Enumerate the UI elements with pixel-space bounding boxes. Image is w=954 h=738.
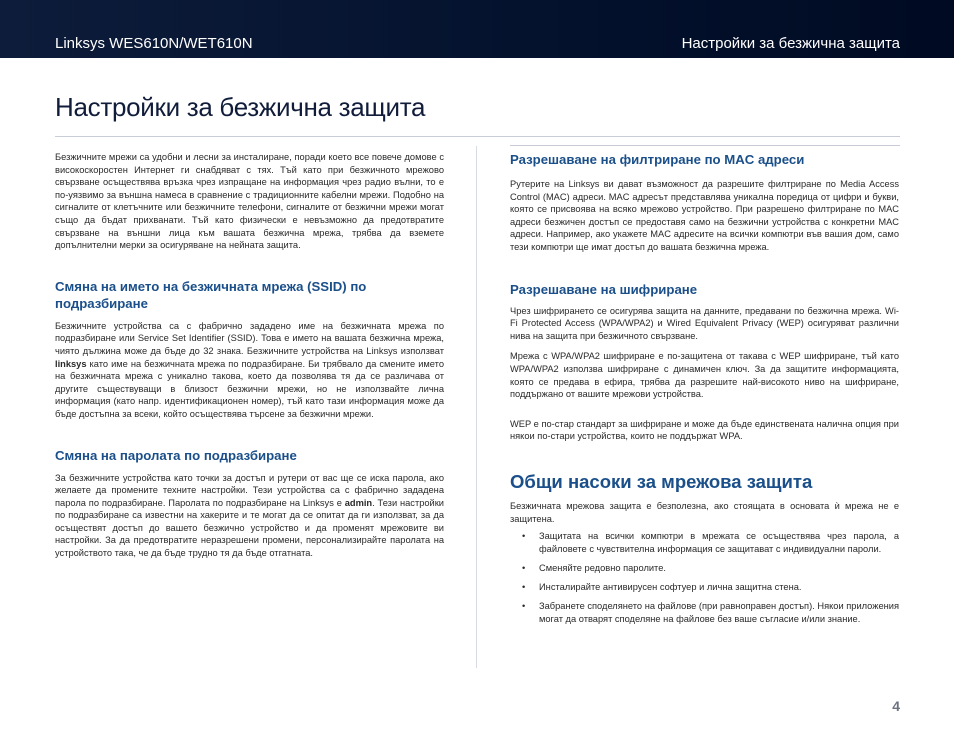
guideline-item: • Инсталирайте антивирусен софтуер и лична защитна стена. bbox=[522, 581, 802, 592]
encryption-heading: Разрешаване на шифриране bbox=[510, 281, 698, 297]
encryption-paragraph-3: WEP е по-стар стандарт за шифриране и може да бъде единствената налична опция при някои по-стари устройства, които не поддържат WPA. bbox=[510, 418, 899, 442]
left-column bbox=[55, 151, 444, 560]
page-number: 4 bbox=[892, 698, 900, 714]
guideline-item: • Забранете споделянето на файлове (при равноправен достъп). Някои приложения могат да отварят споделяне на файлове без ваше съгласие и/или знание. bbox=[522, 600, 899, 624]
guideline-item: • Защитата на всички компютри в мрежата се осъществява чрез парола, а файловете с чувствителна информация се защитават с индивидуални пароли. bbox=[522, 531, 899, 554]
ssid-default-name: linksys bbox=[55, 358, 87, 369]
intro-paragraph: Безжичните мрежи са удобни и лесни за инсталиране, поради което все повече домове с високоскоростен Интернет ги снабдяват с тях. Тъй като при безжичното мрежово свързване осъществява връзка чрез изпращане на информация чрез радио вълни, то е по-уязвимо за външна намеса в сравнение с традиционните кабелни мрежи. Подобно на сигналите от клетъчните или безжичните телефони, сигналите от безжични мрежи могат също да бъдат прихванати. Тъй като физически е невъзможно да предотвратите свързване на външни лица към вашата безжична мрежа, трябва да вземете допълнителни мерки за осигуряване на нейната защита. bbox=[55, 152, 444, 251]
bullet-icon: • bbox=[522, 581, 526, 592]
bullet-icon: • bbox=[522, 531, 526, 542]
ssid-text-part1: Безжичните устройства са с фабрично зададено име на безжичната мрежа по подразбиране или Service Set Identifier (SSID). Това е името на вашата безжична мрежа, чиято дължина може да бъде до 32 знака. Безжичните устройства на Linksys използват bbox=[55, 320, 444, 356]
encryption-paragraph-2: Мрежа с WPA/WPA2 шифриране е по-защитена от такава с WEP шифриране, тъй като WPA/WPA2 използва шифриране с динамичен ключ. За да защитите информацията, която се предава в ефира, трябва да разрешите най-високото ниво на шифриране, поддържано от вашите мрежови устройства. bbox=[510, 351, 899, 400]
right-column-top-rule bbox=[510, 145, 900, 146]
right-column bbox=[510, 151, 899, 632]
bullet-icon: • bbox=[522, 562, 526, 573]
column-divider bbox=[476, 146, 477, 668]
ssid-text-part2: като име на безжичната мрежа по подразбиране. Би трябвало да смените името на безжичната мрежа с уникално такова, което да позволява тя да се различава от другите съществуващи в близост безжични мрежи, но не използвайте лична информация (като напр. идентификационен номер), тъй като тази информация може да бъде достъпна за всеки, който осъществява търсене за безжични мрежи. bbox=[55, 358, 444, 419]
password-paragraph bbox=[55, 472, 444, 560]
password-text-part1: За безжичните устройства като точки за достъп и рутери от вас ще се иска парола, ако желаете да промените техните настройки. Тези устройства са с фабрично зададена парола по подразбиране. Паролата по подразбиране на Linksys е bbox=[55, 472, 444, 508]
guidelines-intro: Безжичната мрежова защита е безполезна, ако стоящата в основата ѝ мрежа не е защитена. bbox=[510, 500, 899, 524]
page-title: Настройки за безжична защита bbox=[55, 92, 426, 122]
title-divider bbox=[55, 136, 900, 137]
header-product-name: Linksys WES610N/WET610N bbox=[55, 35, 253, 52]
password-default-value: admin bbox=[344, 497, 373, 508]
encryption-paragraph-1: Чрез шифрирането се осигурява защита на данните, предавани по безжична мрежа. Wi-Fi Protected Access (WPA/WPA2) и Wired Equivalent Privacy (WEP) осигуряват различни нива на защита при безжичното свързване. bbox=[510, 305, 899, 341]
mac-paragraph: Рутерите на Linksys ви дават възможност да разрешите филтриране по Media Access Control (MAC) адреси. MAC адресът представлява уникална поредица от цифри и букви, която се присвоява на всяко мрежово устройство. При разрешено филтриране по MAC адреси безжичен достъп се предоставя само на безжични устройства с конкретни MAC адреси. Например, ако укажете MAC адресите на всички компютри във вашия дом, само тези компютри ще имат достъп до вашата безжична мрежа. bbox=[510, 179, 899, 252]
guidelines-list bbox=[510, 530, 899, 625]
ssid-heading: Смяна на името на безжичната мрежа (SSID) по подразбиране bbox=[55, 278, 367, 311]
guidelines-heading: Общи насоки за мрежова защита bbox=[510, 470, 813, 492]
password-text-part2: . Тези настройки по подразбиране са известни на хакерите и те могат да се опитат да ги използват, за да осъществят достъп до вашето безжично устройство и да променят мрежовите ви настройки. За да предотвратите неразрешени промени, персонализирайте паролата на устройството така, че да бъде трудно тя да бъде отгатната. bbox=[55, 497, 444, 559]
header-section-title: Настройки за безжична защита bbox=[681, 35, 900, 52]
mac-heading: Разрешаване на филтриране по MAC адреси bbox=[510, 152, 805, 167]
password-heading: Смяна на паролата по подразбиране bbox=[55, 447, 297, 463]
guideline-item: • Сменяйте редовно паролите. bbox=[522, 562, 666, 573]
ssid-paragraph bbox=[55, 320, 444, 421]
bullet-icon: • bbox=[522, 600, 526, 611]
header-bar bbox=[0, 0, 954, 58]
